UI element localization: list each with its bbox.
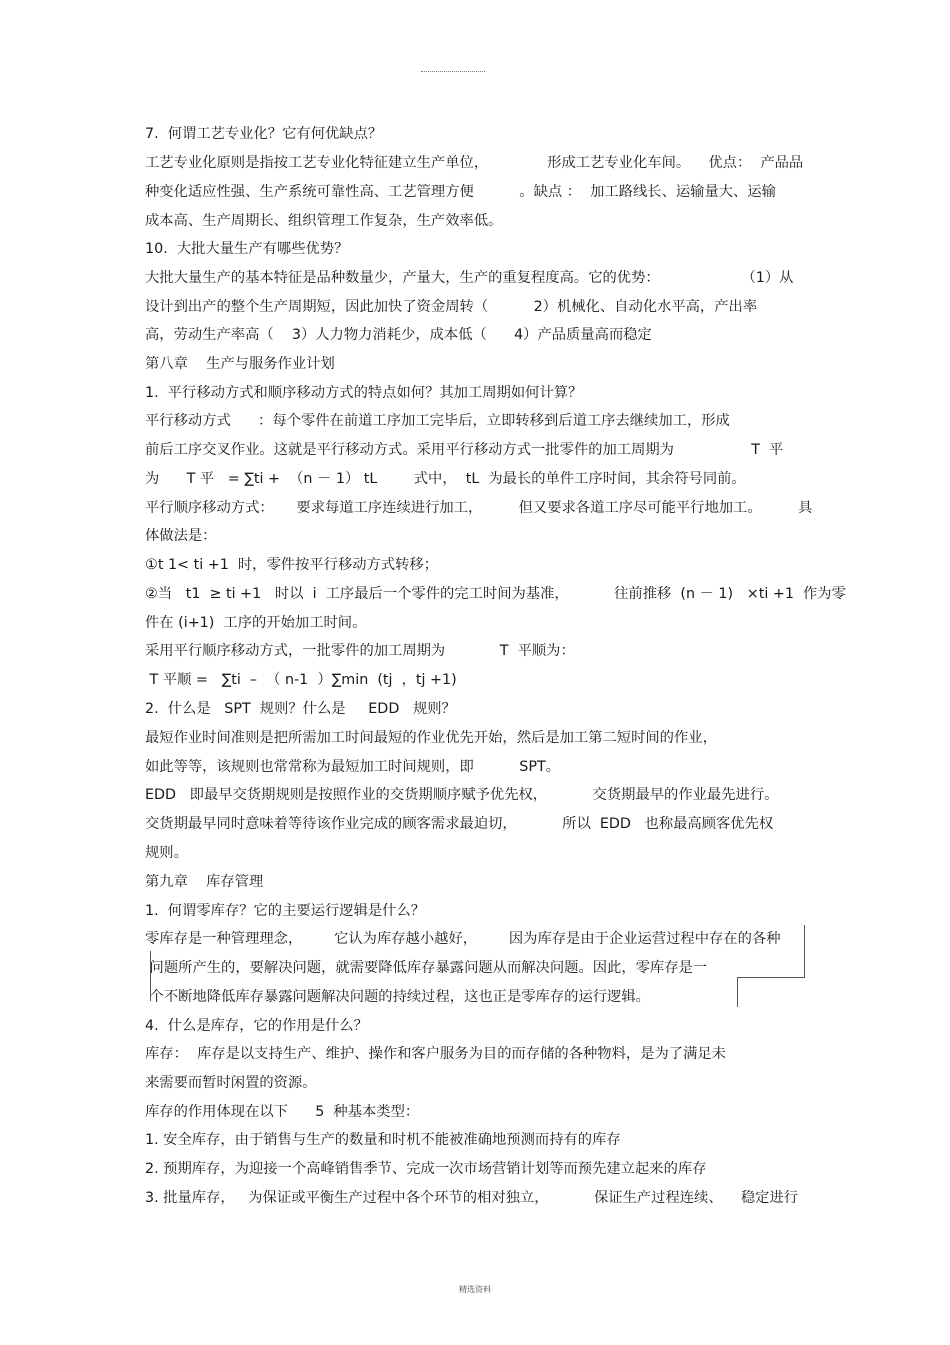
text-line: 个不断地降低库存暴露问题解决问题的持续过程，这也正是零库存的运行逻辑。 bbox=[145, 989, 650, 1005]
text-line: 规则。 bbox=[145, 845, 188, 861]
text-line: 库存的作用体现在以下 5 种基本类型： bbox=[145, 1104, 420, 1120]
question-heading: 1. 何谓零库存？它的主要运行逻辑是什么？ bbox=[145, 903, 426, 919]
frame-line-left bbox=[150, 951, 151, 1001]
text-line: 平行顺序移动方式： 要求每道工序连续进行加工， 但又要求各道工序尽可能平行地加工。 具 bbox=[145, 500, 813, 516]
question-heading: 10. 大批大量生产有哪些优势？ bbox=[145, 241, 349, 257]
list-item: ①t 1< ti +1 时，零件按平行移动方式转移； bbox=[145, 557, 439, 573]
text-line: 设计到出产的整个生产周期短，因此加快了资金周转（ 2）机械化、自动化水平高，产出率 bbox=[145, 299, 758, 315]
text-line: 最短作业时间准则是把所需加工时间最短的作业优先开始，然后是加工第二短时间的作业， bbox=[145, 730, 717, 746]
text-line: 前后工序交叉作业。这就是平行移动方式。采用平行移动方式一批零件的加工周期为 T 平 bbox=[145, 442, 784, 458]
text-line: 成本高、生产周期长、组织管理工作复杂，生产效率低。 bbox=[145, 213, 503, 229]
list-item: 1. 安全库存，由于销售与生产的数量和时机不能被准确地预测而持有的库存 bbox=[145, 1132, 621, 1148]
list-item: 3. 批量库存， 为保证或平衡生产过程中各个环节的相对独立， 保证生产过程连续、 稳定进行 bbox=[145, 1190, 799, 1206]
text-line: 采用平行顺序移动方式，一批零件的加工周期为 T 平顺为： bbox=[145, 643, 575, 659]
text-line: 交货期最早同时意味着等待该作业完成的顾客需求最迫切， 所以 EDD 也称最高顾客优先权 bbox=[145, 816, 774, 832]
text-line: 体做法是： bbox=[145, 528, 217, 544]
question-heading: 4. 什么是库存，它的作用是什么？ bbox=[145, 1018, 368, 1034]
text-line: 问题所产生的，要解决问题，就需要降低库存暴露问题从而解决问题。因此，零库存是一 bbox=[145, 960, 708, 976]
chapter-heading: 第九章 库存管理 bbox=[145, 874, 264, 890]
text-line: 库存： 库存是以支持生产、维护、操作和客户服务为目的而存储的各种物料，是为了满足未 bbox=[145, 1046, 726, 1062]
question-heading: 7. 何谓工艺专业化？它有何优缺点？ bbox=[145, 126, 383, 142]
header-rule bbox=[421, 71, 485, 72]
frame-line-bottom bbox=[737, 977, 805, 978]
page-footer: 精选资料 bbox=[459, 1285, 491, 1294]
chapter-heading: 第八章 生产与服务作业计划 bbox=[145, 356, 335, 372]
text-line: 零库存是一种管理理念， 它认为库存越小越好， 因为库存是由于企业运营过程中存在的各种 bbox=[145, 931, 781, 947]
list-item: 2. 预期库存，为迎接一个高峰销售季节、完成一次市场营销计划等而预先建立起来的库存 bbox=[145, 1161, 707, 1177]
frame-line-right bbox=[804, 925, 805, 977]
frame-line-right-lower bbox=[737, 977, 738, 1007]
list-item: ②当 t1 ≥ ti +1 时以 i 工序最后一个零件的完工时间为基准， 往前推移 (n － 1) ×ti +1 作为零 bbox=[145, 586, 846, 602]
text-line: 如此等等，该规则也常常称为最短加工时间规则，即 SPT。 bbox=[145, 759, 560, 775]
text-line: 件在 (i+1) 工序的开始加工时间。 bbox=[145, 615, 367, 631]
text-line: 工艺专业化原则是指按工艺专业化特征建立生产单位， 形成工艺专业化车间。 优点： 产品品 bbox=[145, 155, 804, 171]
text-line: EDD 即最早交货期规则是按照作业的交货期顺序赋予优先权， 交货期最早的作业最先进行。 bbox=[145, 787, 779, 803]
question-heading: 1. 平行移动方式和顺序移动方式的特点如何？其加工周期如何计算？ bbox=[145, 385, 583, 401]
text-line: 高，劳动生产率高（ 3）人力物力消耗少，成本低（ 4）产品质量高而稳定 bbox=[145, 327, 652, 343]
text-line: 大批大量生产的基本特征是品种数量少，产量大，生产的重复程度高。它的优势： （1）从 bbox=[145, 270, 794, 286]
question-heading: 2. 什么是 SPT 规则？什么是 EDD 规则？ bbox=[145, 701, 456, 717]
formula-line: 为 T 平 = ∑ti + （n － 1） tL 式中， tL 为最长的单件工序时间，其余符号同前。 bbox=[145, 471, 746, 487]
text-line: 来需要而暂时闲置的资源。 bbox=[145, 1075, 317, 1091]
text-line: 平行移动方式 ：每个零件在前道工序加工完毕后，立即转移到后道工序去继续加工，形成 bbox=[145, 413, 730, 429]
text-line: 种变化适应性强、生产系统可靠性高、工艺管理方便 。缺点 ： 加工路线长、运输量大、运输 bbox=[145, 184, 776, 200]
formula-line: T 平顺 = ∑ti – （ n-1 ）∑min (tj ，tj +1) bbox=[145, 672, 457, 688]
